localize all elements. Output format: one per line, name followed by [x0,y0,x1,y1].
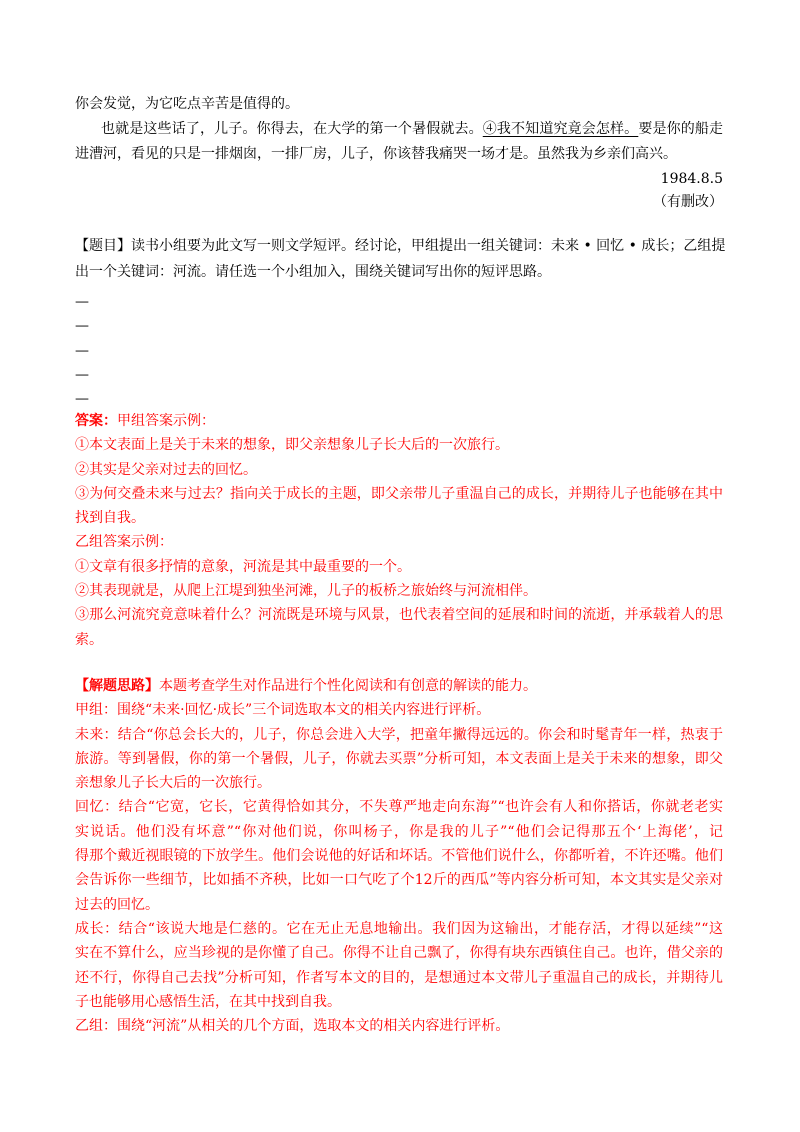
group-b-title: 乙组答案示例： [75,534,173,551]
answer-label: 答案： [75,413,117,429]
future-analysis-line: 旅游。等到暑假，你的第一个暑假，儿子，你就去买票”分析可知，本文表面上是关于未来的想象，即父 [75,750,723,767]
group-a-answer-line: ②其实是父亲对过去的回忆。 [75,461,257,478]
question-label: 【题目】 [75,238,131,254]
analysis-intro: 本题考查学生对作品进行个性化阅读和有创意的解读的能力。 [159,678,537,694]
future-analysis-line: 亲想象儿子长大后的一次旅行。 [75,775,271,792]
answer-block [75,409,723,652]
group-b-answer-line: ②其表现就是，从爬上江堤到独坐河滩，儿子的板桥之旅始终与河流相伴。 [75,583,537,600]
question-text: 读书小组要为此文写一则文学短评。经讨论，甲组提出一组关键词：未来 • 回忆 • 成长；乙组提 [131,238,726,254]
memory-analysis-line: 实说话。他们没有坏意”“你对他们说，你叫杨子，你是我的儿子”“他们会记得那五个‘上海佬’，记 [75,823,723,840]
memory-analysis-line: 过去的回忆。 [75,896,159,913]
group-b-answer-line: ①文章有很多抒情的意象，河流是其中最重要的一个。 [75,558,411,575]
group-a-answer-line: 找到自我。 [75,510,145,527]
question-block [75,233,726,285]
group-a-title: 甲组答案示例： [117,413,215,429]
analysis-block [75,674,723,1038]
underlined-sentence: ④我不知道究竟会怎样。 [482,121,639,137]
passage-line-3: 进漕河，看见的只是一排烟囱，一排厂房，儿子，你该替我痛哭一场才是。虽然我为乡亲们高兴。 [75,146,677,162]
answer-heading [75,409,723,433]
group-b-summary: 乙组：围绕“河流”从相关的几个方面，选取本文的相关内容进行评析。 [75,1018,510,1035]
answer-blank-line: — [75,366,89,383]
answer-blank-line: — [75,391,89,408]
passage-excerpt [75,92,723,212]
answer-blank-line: — [75,342,89,359]
answer-blank-line: — [75,294,89,310]
growth-analysis-line: 子也能够用心感悟生活，在其中找到自我。 [75,993,341,1010]
analysis-heading [75,674,723,698]
question-line-2: 出一个关键词：河流。请任选一个小组加入，围绕关键词写出你的短评思路。 [75,264,551,280]
passage-date: 1984.8.5 [660,171,723,187]
answer-blank-line: — [75,318,89,335]
group-a-answer-line: ①本文表面上是关于未来的想象，即父亲想象儿子长大后的一次旅行。 [75,437,509,454]
question-line-1 [75,233,726,259]
future-analysis-line: 未来：结合“你总会长大的，儿子，你总会进入大学，把童年撇得远远的。你会和时髦青年一样，热衷于 [75,726,723,743]
passage-source-note: （有删改） [653,194,723,210]
answer-blanks [75,290,723,411]
growth-analysis-line: 还不行，你得自己去找”分析可知，作者写本文的目的，是想通过本文带儿子重温自己的成长，并期待儿 [75,969,723,986]
group-a-summary: 甲组：围绕“未来·回忆·成长”三个词选取本文的相关内容进行评析。 [75,702,491,719]
group-b-answer-line: ③那么河流究竟意味着什么？河流既是环境与风景，也代表着空间的延展和时间的流逝，并承载着人的思 [75,607,723,624]
memory-analysis-line: 得那个戴近视眼镜的下放学生。他们会说他的好话和坏话。不管他们说什么，你都听着，不许还嘴。他们 [75,848,723,865]
memory-analysis-line: 会告诉你一些细节，比如插不齐秧，比如一口气吃了个12斤的西瓜”等内容分析可知，本文其实是父亲对 [75,872,723,889]
passage-line-2 [75,117,723,142]
group-a-answer-line: ③为何交叠未来与过去？指向关于成长的主题，即父亲带儿子重温自己的成长，并期待儿子也能够在其中 [75,485,723,502]
group-b-answer-line: 索。 [75,631,103,648]
growth-analysis-line: 成长：结合“该说大地是仁慈的。它在无止无息地输出。我们因为这输出，才能存活，才得以延续”“这 [75,920,723,937]
memory-analysis-line: 回忆：结合“它宽，它长，它黄得恰如其分，不失尊严地走向东海”“也许会有人和你搭话，你就老老实 [75,799,723,816]
passage-line-1: 你会发觉，为它吃点辛苦是值得的。 [75,96,299,112]
passage-line-2-start: 也就是这些话了，儿子。你得去，在大学的第一个暑假就去。 [101,121,483,137]
analysis-label: 【解题思路】 [75,678,159,694]
growth-analysis-line: 实在不算什么，应当珍视的是你懂了自己。你得不让自己飘了，你得有块东西镇住自己。也许，借父亲的 [75,945,723,962]
passage-line-2-end: 要是你的船走 [638,121,724,137]
